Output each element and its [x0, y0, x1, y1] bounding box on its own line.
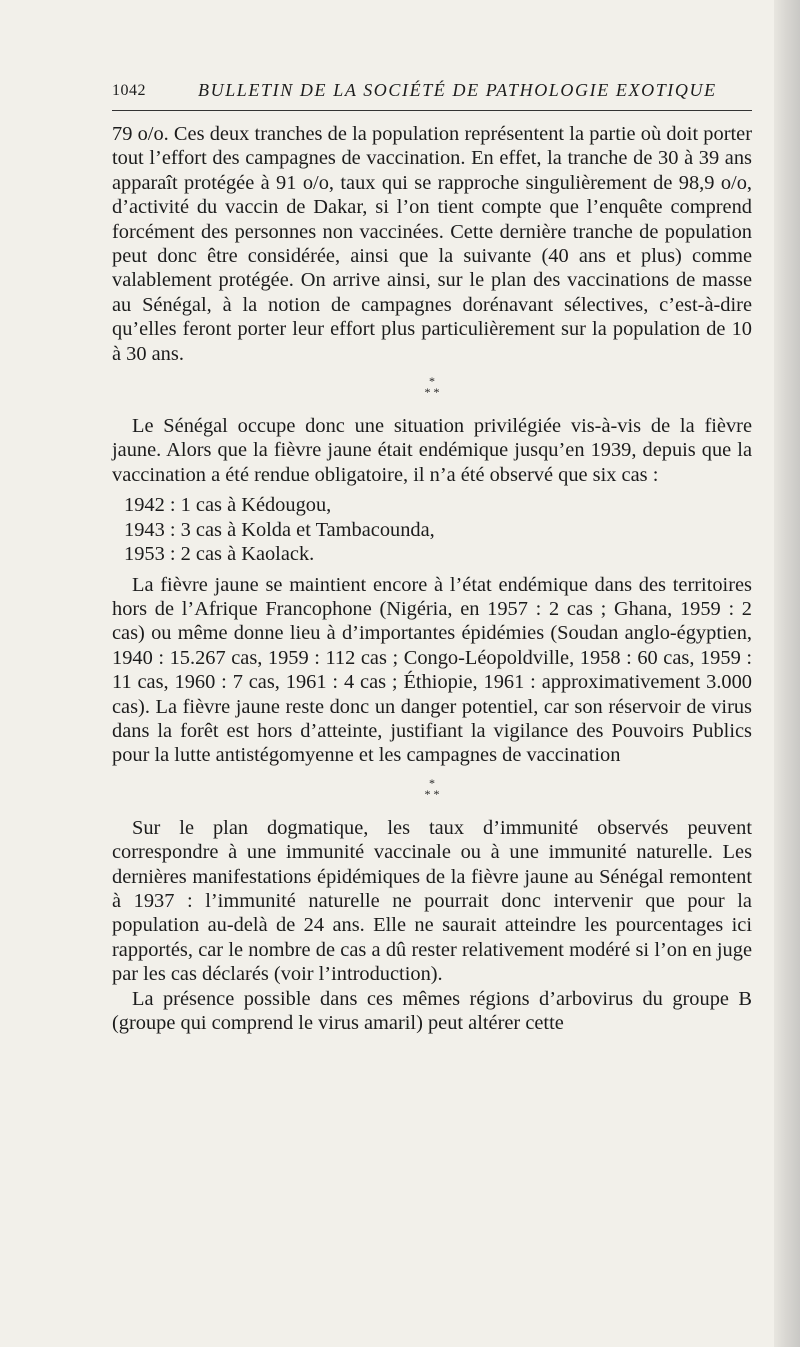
paragraph-vaccination-age-groups: 79 o/o. Ces deux tranches de la population représentent la partie où doit porter tout l’effort des campagnes de vaccination. En effet, la tranche de 30 à 39 ans apparaît protégée à 91 o/o, taux qui se rapproche singulièrement de 98,9 o/o, d’activité du vaccin de Dakar, si l’on tient compte que l’enquête comprend forcément des personnes non vaccinées. Cette dernière tranche de population peut donc être considérée, ainsi que la suivante (40 ans et plus) comme valablement protégée. On arrive ainsi, sur le plan des vaccinations de masse au Sénégal, à la notion de campagnes dorénavant sélectives, c’est-à-dire qu’elles feront porter leur effort plus particulièrement sur la population de 10 à 30 ans. — [112, 123, 752, 365]
list-item: 1942 : 1 cas à Kédougou, — [124, 494, 332, 517]
page-number: 1042 — [112, 82, 146, 99]
running-title: BULLETIN DE LA SOCIÉTÉ DE PATHOLOGIE EXOTIQUE — [198, 80, 717, 100]
paragraph-endemic-territories: La fièvre jaune se maintient encore à l’état endémique dans des territoires hors de l’Afrique Francophone (Nigéria, en 1957 : 2 cas ; Ghana, 1959 : 2 cas) ou même donne lieu à d’importantes épidémies (Soudan anglo-égyptien, 1940 : 15.267 cas, 1959 : 112 cas ; Congo-Léopoldville, 1958 : 60 cas, 1959 : 11 cas, 1960 : 7 cas, 1961 : 4 cas ; Éthiopie, 1961 : approximativement 3.000 cas). La fièvre jaune reste donc un danger potentiel, car son réservoir de virus dans la forêt est hors d’atteinte, justifiant la vigilance des Pouvoirs Publics pour la lutte antistégomyenne et les campagnes de vaccination — [112, 573, 752, 767]
asterism-top: * — [429, 775, 435, 790]
section-asterism — [112, 775, 752, 801]
asterism-bottom: * * — [424, 786, 440, 801]
page-edge-shadow — [774, 0, 800, 1347]
asterism-bottom: * * — [424, 385, 440, 400]
list-item: 1943 : 3 cas à Kolda et Tambacounda, — [124, 518, 435, 541]
article-body — [112, 122, 752, 1035]
paragraph-arbovirus: La présence possible dans ces mêmes régions d’arbovirus du groupe B (groupe qui comprend le virus amaril) peut altérer cette — [112, 987, 752, 1034]
cases-list — [112, 493, 752, 566]
paragraph-dogmatic-plan: Sur le plan dogmatique, les taux d’immunité observés peuvent correspondre à une immunité vaccinale ou à une immunité naturelle. Les dernières manifestations épidémiques de la fièvre jaune au Sénégal remontent à 1937 : l’immunité naturelle ne pourrait donc intervenir que pour la population au-delà de 24 ans. Elle ne saurait atteindre les pourcentages ici rapportés, car le nombre de cas a dû rester relativement modéré si l’on en juge par les cas déclarés (voir l’introduction). — [112, 816, 752, 986]
asterism-top: * — [429, 374, 435, 389]
running-header — [112, 80, 752, 111]
section-asterism — [112, 376, 752, 398]
list-item: 1953 : 2 cas à Kaolack. — [124, 543, 315, 566]
paragraph-senegal-situation: Le Sénégal occupe donc une situation privilégiée vis-à-vis de la fièvre jaune. Alors que la fièvre jaune était endémique jusqu’en 1939, depuis que la vaccination a été rendue obligatoire, il n’a été observé que six cas : — [112, 415, 752, 486]
